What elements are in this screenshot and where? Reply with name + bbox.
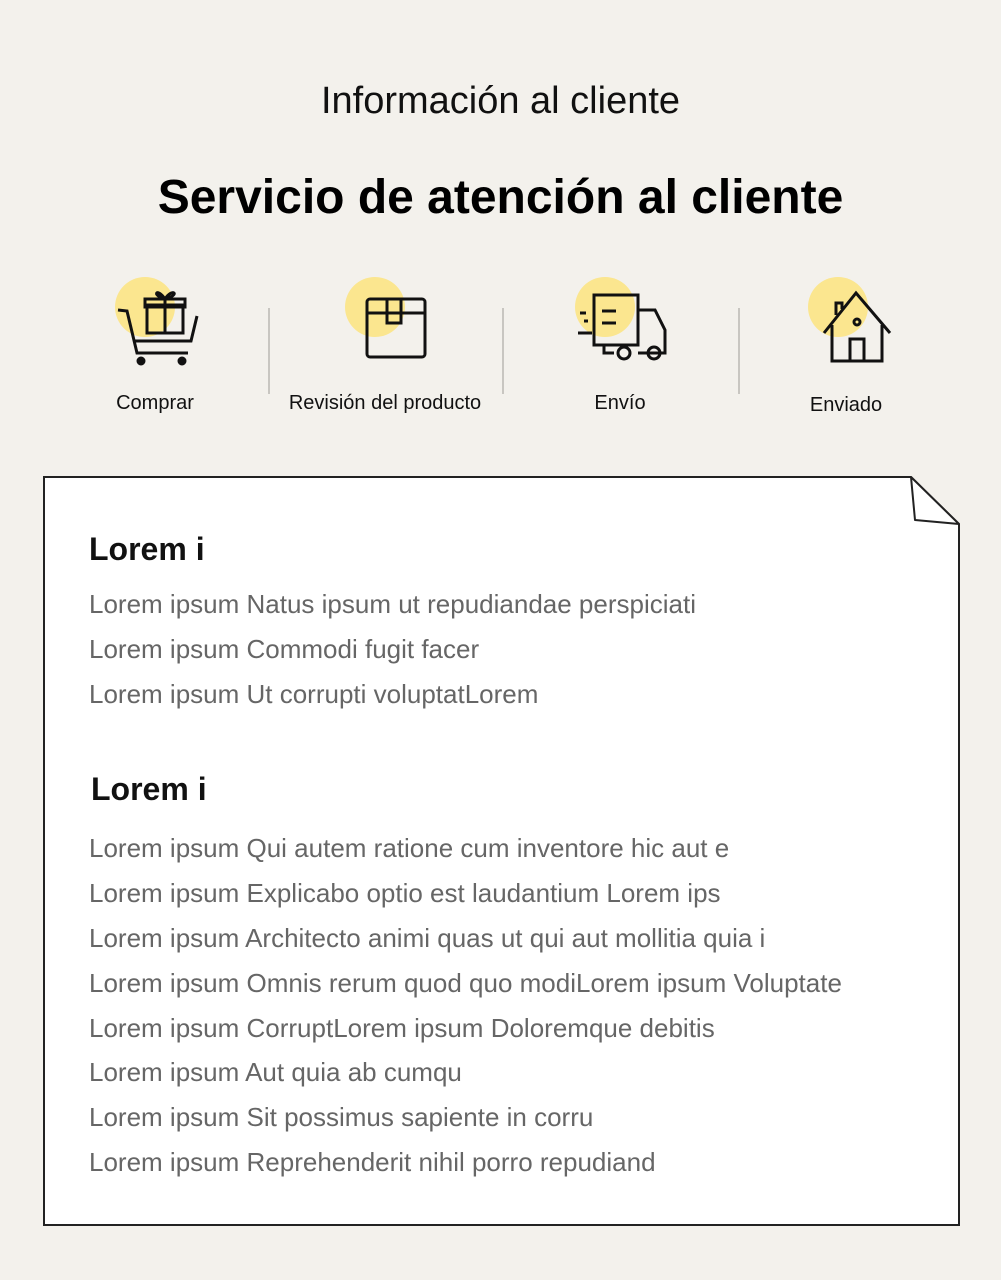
page-subtitle: Información al cliente [320,80,681,122]
list-item: Lorem ipsum Ut corrupti voluptatLorem [89,679,539,709]
list-item: Lorem ipsum Explicabo optio est laudantium Lorem ips [89,878,721,908]
step-enviado [736,275,956,417]
step-envio [510,275,730,415]
house-icon [796,275,896,370]
list-item: Lorem ipsum Omnis rerum quod quo modiLorem ipsum Voluptate [89,968,842,998]
step-label: Enviado [809,394,883,416]
list-item: Lorem ipsum CorruptLorem ipsum Doloremque debitis [89,1013,715,1043]
list-item: Lorem ipsum Architecto animi quas ut qui aut mollitia quia i [89,923,766,953]
list-item: Lorem ipsum Commodi fugit facer [89,634,480,664]
list-item: Lorem ipsum Sit possimus sapiente in corru [89,1102,594,1132]
page-title: Servicio de atención al cliente [157,171,844,224]
step-revision [275,275,495,415]
truck-icon [570,275,680,370]
step-comprar [45,275,265,415]
divider [502,308,504,394]
section-heading: Lorem i [89,531,205,567]
list-item: Lorem ipsum Natus ipsum ut repudiandae perspiciati [89,589,696,619]
box-icon [335,275,435,370]
step-label: Revisión del producto [288,392,482,414]
step-label: Envío [594,392,646,414]
list-item: Lorem ipsum Qui autem ratione cum inventore hic aut e [89,833,730,863]
step-label: Comprar [116,392,194,414]
list-item: Lorem ipsum Aut quia ab cumqu [89,1057,462,1087]
list-item: Lorem ipsum Reprehenderit nihil porro repudiand [89,1147,656,1177]
divider [268,308,270,394]
section-heading: Lorem i [91,771,207,807]
cart-gift-icon [105,275,205,370]
